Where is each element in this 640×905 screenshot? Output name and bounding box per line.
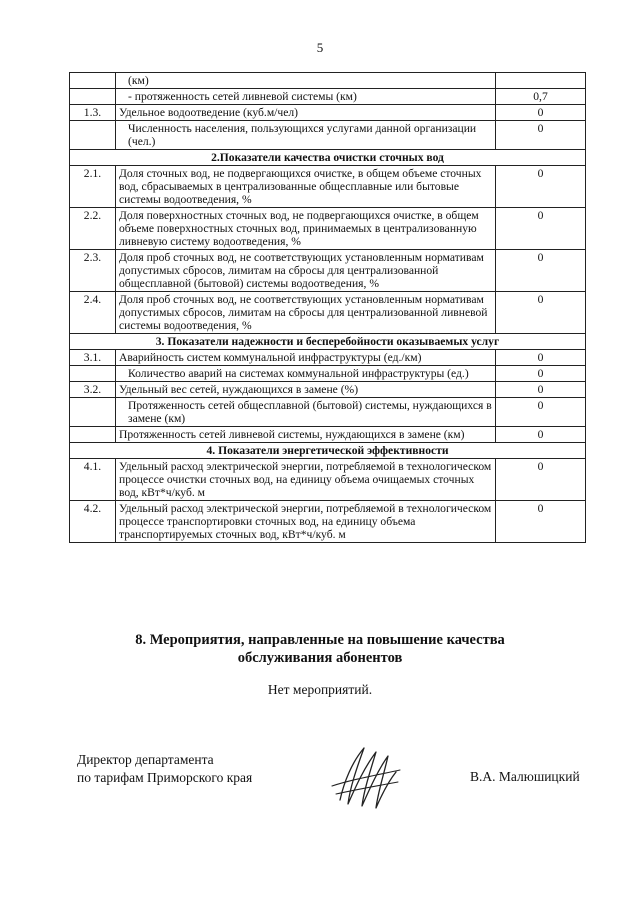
table-row [70, 398, 586, 427]
indicator-value: 0 [496, 292, 586, 334]
row-number: 2.3. [70, 250, 116, 292]
row-number: 4.1. [70, 459, 116, 501]
indicator-name: Доля сточных вод, не подвергающихся очистке, в общем объеме сточных вод, сбрасываемых в централизованные общесплавные или бытовые системы водоотведения, % [116, 166, 496, 208]
row-number [70, 398, 116, 427]
table-row [70, 121, 586, 150]
position-line2: по тарифам Приморского края [77, 770, 253, 785]
indicator-value: 0 [496, 459, 586, 501]
position-line1: Директор департамента [77, 752, 214, 767]
signatory-position [77, 751, 252, 787]
row-number [70, 366, 116, 382]
no-measures-note: Нет мероприятий. [267, 682, 373, 697]
indicator-value: 0 [496, 166, 586, 208]
table-row [70, 350, 586, 366]
row-number: 4.2. [70, 501, 116, 543]
indicator-name: Доля поверхностных сточных вод, не подвергающихся очистке, в общем объеме поверхностных сточных вод, принимаемых в централизованную ливневую систему водоотведения, % [116, 208, 496, 250]
signatory-name: В.А. Малюшицкий [470, 769, 580, 784]
section-title: 4. Показатели энергетической эффективности [70, 443, 586, 459]
table-row [70, 459, 586, 501]
section-title: 2.Показатели качества очистки сточных вод [70, 150, 586, 166]
row-number: 3.2. [70, 382, 116, 398]
indicator-value: 0 [496, 382, 586, 398]
indicator-name: Протяженность сетей общесплавной (бытовой) системы, нуждающихся в замене (км) [116, 398, 496, 427]
table-row [70, 250, 586, 292]
row-number [70, 73, 116, 89]
indicator-value: 0 [496, 366, 586, 382]
row-number: 2.2. [70, 208, 116, 250]
row-number: 1.3. [70, 105, 116, 121]
indicator-value: 0 [496, 250, 586, 292]
indicators-table [69, 72, 586, 543]
table-row [70, 166, 586, 208]
indicator-name: Доля проб сточных вод, не соответствующих установленным нормативам допустимых сбросов, лимитам на сбросы для централизованной общесплавной (бытовой) системы водоотведения, % [116, 250, 496, 292]
indicator-value: 0 [496, 427, 586, 443]
table-row [70, 73, 586, 89]
indicator-name: - протяженность сетей ливневой системы (км) [116, 89, 496, 105]
table-row [70, 427, 586, 443]
section-8-title-line2: обслуживания абонентов [237, 650, 403, 666]
table-row [70, 382, 586, 398]
indicator-name: Удельное водоотведение (куб.м/чел) [116, 105, 496, 121]
indicator-value: 0 [496, 208, 586, 250]
row-number [70, 427, 116, 443]
table-row [70, 208, 586, 250]
row-number: 2.4. [70, 292, 116, 334]
section-title: 3. Показатели надежности и бесперебойности оказываемых услуг [70, 334, 586, 350]
table-section-row [70, 334, 586, 350]
table-section-row [70, 150, 586, 166]
section-8-title-line1: 8. Мероприятия, направленные на повышение качества [135, 632, 505, 648]
indicator-name: Протяженность сетей ливневой системы, нуждающихся в замене (км) [116, 427, 496, 443]
indicator-value: 0 [496, 105, 586, 121]
indicator-name: Количество аварий на системах коммунальной инфраструктуры (ед.) [116, 366, 496, 382]
table-row [70, 366, 586, 382]
indicator-name: Удельный расход электрической энергии, потребляемой в технологическом процессе транспортировки сточных вод, на единицу объема транспортируемых сточных вод, кВт*ч/куб. м [116, 501, 496, 543]
table-row [70, 89, 586, 105]
indicator-value: 0,7 [496, 89, 586, 105]
indicator-value: 0 [496, 398, 586, 427]
row-number: 2.1. [70, 166, 116, 208]
page-number: 5 [316, 40, 324, 55]
row-number [70, 121, 116, 150]
indicator-name: Удельный расход электрической энергии, потребляемой в технологическом процессе очистки сточных вод, на единицу объема очищаемых сточных вод, кВт*ч/куб. м [116, 459, 496, 501]
indicator-name: Аварийность систем коммунальной инфраструктуры (ед./км) [116, 350, 496, 366]
indicator-value [496, 73, 586, 89]
indicator-value: 0 [496, 121, 586, 150]
table-row [70, 501, 586, 543]
section-8-heading [0, 631, 640, 667]
row-number: 3.1. [70, 350, 116, 366]
table-row [70, 292, 586, 334]
table-section-row [70, 443, 586, 459]
indicator-value: 0 [496, 501, 586, 543]
row-number [70, 89, 116, 105]
indicator-name: (км) [116, 73, 496, 89]
indicator-value: 0 [496, 350, 586, 366]
table-row [70, 105, 586, 121]
indicator-name: Численность населения, пользующихся услугами данной организации (чел.) [116, 121, 496, 150]
indicator-name: Удельный вес сетей, нуждающихся в замене (%) [116, 382, 496, 398]
handwritten-signature [326, 742, 406, 814]
indicator-name: Доля проб сточных вод, не соответствующих установленным нормативам допустимых сбросов, лимитам на сбросы для централизованной ливневой системы водоотведения, % [116, 292, 496, 334]
